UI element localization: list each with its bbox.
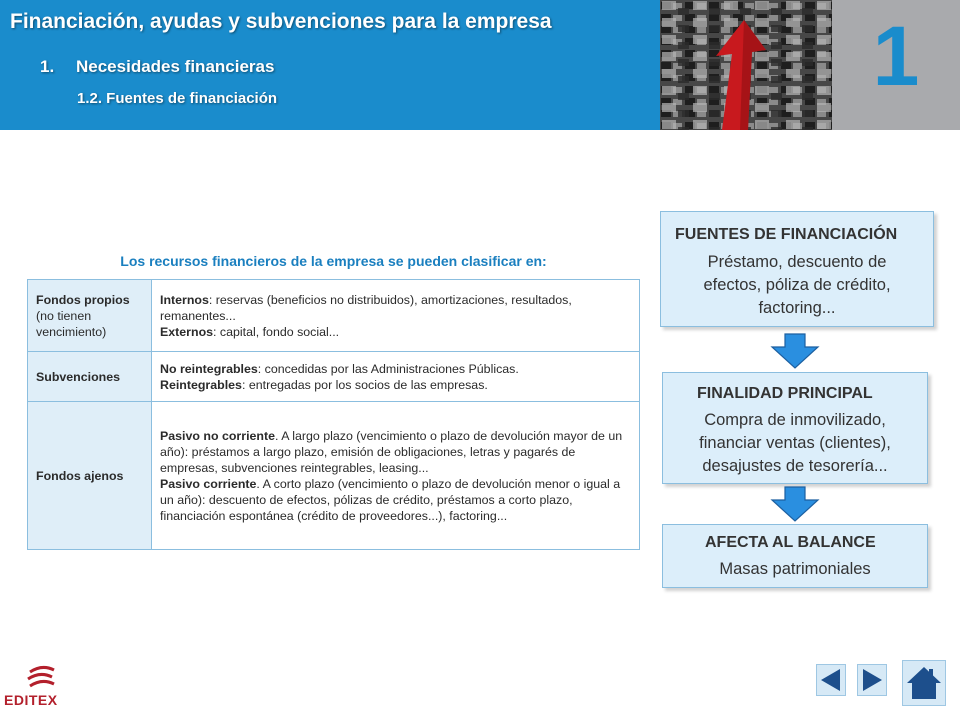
section-title: Necesidades financieras	[76, 57, 275, 76]
financing-table-section	[27, 243, 640, 550]
box-line: financiar ventas (clientes),	[699, 434, 891, 452]
editex-logo	[4, 664, 78, 714]
item-text: : reservas (beneficios no distribuidos), amortizaciones, resultados, remanentes...	[160, 292, 572, 323]
home-icon	[903, 661, 945, 705]
item-term: Pasivo corriente	[160, 476, 257, 491]
item-text: : concedidas por las Administraciones Públicas.	[257, 361, 519, 376]
row-label-text: Fondos ajenos	[36, 468, 124, 483]
row-label-note: (no tienen vencimiento)	[36, 308, 107, 339]
row-content	[152, 402, 640, 550]
item-term: Internos	[160, 292, 209, 307]
item-term: No reintegrables	[160, 361, 258, 376]
item-text: . A corto plazo (vencimiento o plazo de devolución menor o igual a un año): descuento de efectos, pólizas de crédito, préstamos a corto plazo, financiación espontánea (crédito de proveedores...), factoring...	[160, 476, 621, 523]
row-label-text: Fondos propios	[36, 292, 130, 307]
balance-box-title: AFECTA AL BALANCE	[705, 534, 876, 551]
balance-box	[662, 524, 928, 588]
item-term: Externos	[160, 324, 214, 339]
box-line: desajustes de tesorería...	[702, 457, 888, 475]
row-label-text: Subvenciones	[36, 369, 121, 384]
box-line: factoring...	[758, 299, 836, 317]
editex-logo-icon	[8, 664, 78, 694]
subsection-heading: 1.2. Fuentes de financiación	[77, 90, 278, 107]
previous-button[interactable]	[816, 664, 846, 696]
item-text: : entregadas por los socios de las empresas.	[241, 377, 488, 392]
row-label	[28, 280, 152, 352]
purpose-box	[662, 372, 928, 484]
row-item	[160, 476, 633, 524]
table-caption: Los recursos financieros de la empresa se pueden clasificar en:	[120, 253, 547, 269]
page-title: Financiación, ayudas y subvenciones para la empresa	[10, 10, 552, 33]
box-line: Préstamo, descuento de	[707, 253, 887, 271]
unit-number-panel	[832, 0, 960, 130]
row-label	[28, 402, 152, 550]
row-item	[160, 324, 633, 340]
item-term: Pasivo no corriente	[160, 428, 275, 443]
row-label	[28, 352, 152, 402]
item-text: : capital, fondo social...	[213, 324, 340, 339]
table-row	[28, 352, 640, 402]
row-item	[160, 377, 633, 393]
item-text: . A largo plazo (vencimiento o plazo de devolución mayor de un año): préstamos a largo plazo, emisión de obligaciones, letras y pagarés de empresas, subvenciones reintegrables, leasing...	[160, 428, 623, 475]
row-item	[160, 292, 633, 324]
item-term: Reintegrables	[160, 377, 242, 392]
table-row	[28, 402, 640, 550]
section-number: 1.	[40, 57, 55, 76]
row-content	[152, 352, 640, 402]
row-item	[160, 361, 633, 377]
row-content	[152, 280, 640, 352]
financing-table	[27, 279, 640, 550]
logo-text: EDITEX	[4, 692, 58, 708]
word-cloud-red-arrow-image	[660, 0, 832, 130]
triangle-right-icon	[857, 664, 887, 696]
balance-box-body	[663, 558, 927, 581]
sources-box-body	[661, 251, 933, 320]
header-bar	[0, 0, 660, 130]
box-line: Compra de inmovilizado,	[704, 411, 886, 429]
down-arrow-icon	[770, 486, 820, 522]
row-item	[160, 428, 633, 476]
box-line: Masas patrimoniales	[719, 560, 871, 578]
home-button[interactable]	[902, 660, 946, 706]
header-photo-graphic	[660, 0, 832, 130]
section-heading	[40, 57, 274, 77]
unit-number: 1	[872, 9, 920, 103]
box-line: efectos, póliza de crédito,	[703, 276, 891, 294]
down-arrow-icon	[770, 333, 820, 369]
purpose-box-title: FINALIDAD PRINCIPAL	[697, 385, 873, 402]
sources-box	[660, 211, 934, 327]
table-row	[28, 280, 640, 352]
sources-box-title: FUENTES DE FINANCIACIÓN	[675, 226, 898, 243]
purpose-box-body	[663, 409, 927, 478]
next-button[interactable]	[857, 664, 887, 696]
triangle-left-icon	[816, 664, 846, 696]
